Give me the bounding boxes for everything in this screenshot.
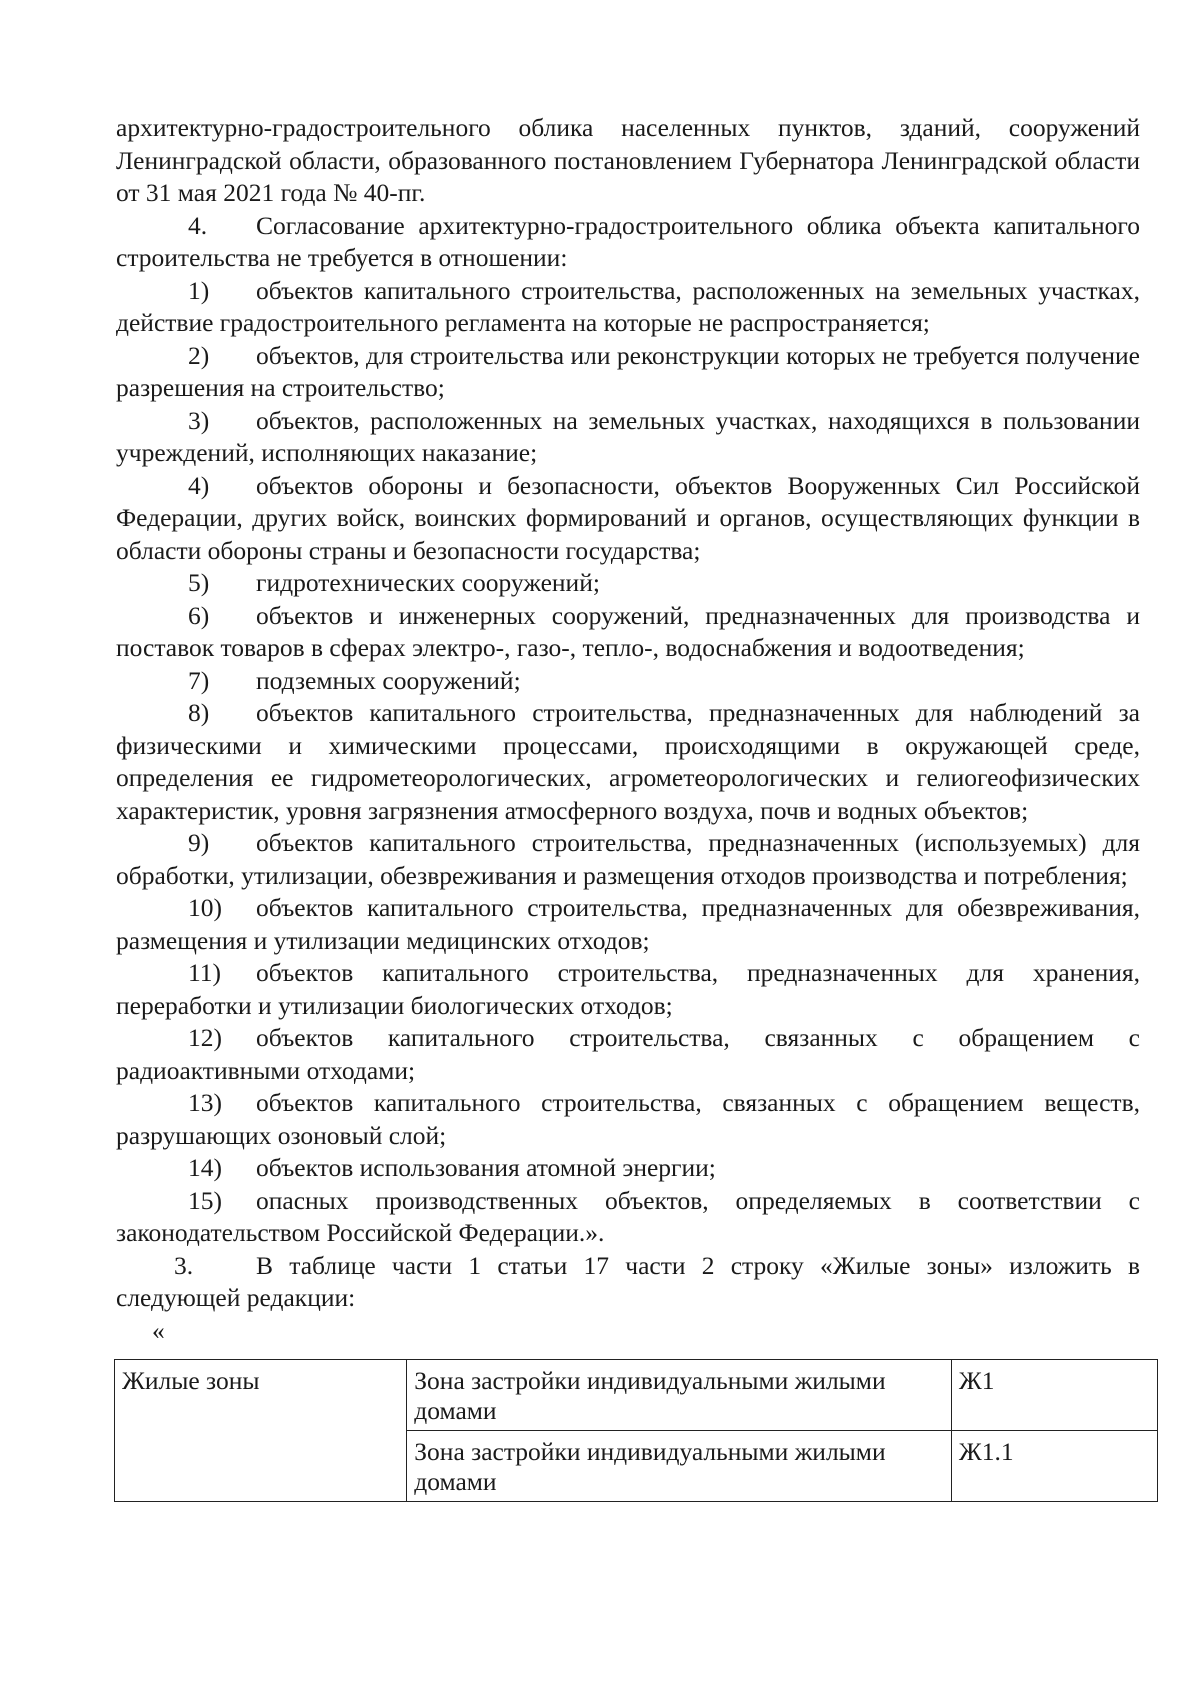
intro-paragraph: архитектурно-градостроительного облика населенных пунктов, зданий, сооружений Ленинградской области, образованного постановлением Губернатора Ленинградской области от 31 мая 2021 года № 40-пг. (116, 113, 1140, 207)
zone-code-cell: Ж1.1 (951, 1431, 1157, 1502)
list-item (116, 827, 1140, 892)
zone-name-cell: Зона застройки индивидуальными жилыми домами (407, 1360, 952, 1431)
table-row (115, 1360, 1158, 1431)
list-item-number: 11) (188, 958, 222, 987)
list-item-text: объектов капитального строительства, связанных с обращением с радиоактивными отходами; (116, 1023, 1140, 1085)
list-item-number: 14) (188, 1153, 222, 1182)
list-item (116, 470, 1140, 568)
list-item-text: объектов, для строительства или реконструкции которых не требуется получение разрешения на строительство; (116, 340, 1140, 402)
zone-name-cell: Зона застройки индивидуальными жилыми домами (407, 1431, 952, 1502)
point-3 (116, 1250, 1140, 1315)
list-item-text: объектов использования атомной энергии; (256, 1153, 716, 1182)
list-item-number: 4) (188, 470, 210, 500)
list-item-text: объектов и инженерных сооружений, предназначенных для производства и поставок товаров в сферах электро-, газо-, тепло-, водоснабжения и водоотведения; (116, 600, 1140, 662)
list-item-text: гидротехнических сооружений; (256, 568, 600, 597)
list-item (116, 697, 1140, 827)
document-body (116, 112, 1140, 1502)
list-item-number: 12) (188, 1023, 222, 1052)
list-item-text: подземных сооружений; (256, 665, 521, 695)
list-item-text: объектов обороны и безопасности, объектов Вооруженных Сил Российской Федерации, других войск, воинских формирований и органов, осуществляющих функции в области обороны страны и безопасности государства; (116, 470, 1140, 565)
list-item-number: 2) (188, 340, 210, 370)
list-item (116, 405, 1140, 470)
list-item-text: объектов капитального строительства, предназначенных для обезвреживания, размещения и утилизации медицинских отходов; (116, 893, 1140, 955)
point-4-text: Согласование архитектурно-градостроительного облика объекта капитального строительства не требуется в отношении: (116, 210, 1140, 272)
zone-group-cell: Жилые зоны (115, 1360, 407, 1502)
list-item (116, 1022, 1140, 1087)
list-item-number: 3) (188, 405, 210, 435)
point-3-text: В таблице части 1 статьи 17 части 2 строку «Жилые зоны» изложить в следующей редакции: (116, 1250, 1140, 1312)
zone-code-cell: Ж1 (951, 1360, 1157, 1431)
list-item-text: объектов капитального строительства, связанных с обращением веществ, разрушающих озоновый слой; (116, 1088, 1140, 1150)
list-item-number: 7) (188, 665, 210, 695)
list-item-text: объектов капитального строительства, расположенных на земельных участках, действие градостроительного регламента на которые не распространяется; (116, 275, 1140, 337)
zones-table (114, 1359, 1158, 1502)
list-item (116, 665, 1140, 698)
list-item (116, 600, 1140, 665)
list-item-number: 15) (188, 1185, 222, 1215)
list-item (116, 275, 1140, 340)
list-item (116, 1185, 1140, 1250)
list-item (116, 567, 1140, 600)
point-4-number: 4. (188, 210, 208, 240)
list-item-number: 1) (188, 275, 210, 305)
list-item (116, 1152, 1140, 1185)
opening-quote: « (152, 1315, 165, 1345)
list-item-number: 6) (188, 600, 210, 630)
list-item (116, 1087, 1140, 1152)
list-item (116, 957, 1140, 1022)
list-item (116, 892, 1140, 957)
list-item-text: объектов, расположенных на земельных участках, находящихся в пользовании учреждений, исполняющих наказание; (116, 405, 1140, 467)
list-item-text: объектов капитального строительства, предназначенных для хранения, переработки и утилизации биологических отходов; (116, 958, 1140, 1020)
list-item-text: объектов капитального строительства, предназначенных для наблюдений за физическими и химическими процессами, происходящими в окружающей среде, определения ее гидрометеорологических, агрометеорологических и гелиогеофизических характеристик, уровня загрязнения атмосферного воздуха, почв и водных объектов; (116, 698, 1140, 825)
list-item (116, 340, 1140, 405)
point-3-number: 3. (174, 1250, 194, 1280)
list-item-text: объектов капитального строительства, предназначенных (используемых) для обработки, утилизации, обезвреживания и размещения отходов производства и потребления; (116, 828, 1140, 890)
point-4 (116, 210, 1140, 275)
list-item-text: опасных производственных объектов, определяемых в соответствии с законодательством Российской Федерации.». (116, 1185, 1140, 1247)
list-item-number: 5) (188, 568, 210, 597)
list-item-number: 8) (188, 698, 210, 727)
list-item-number: 10) (188, 893, 222, 922)
list-item-number: 9) (188, 828, 210, 857)
list-item-number: 13) (188, 1088, 222, 1117)
